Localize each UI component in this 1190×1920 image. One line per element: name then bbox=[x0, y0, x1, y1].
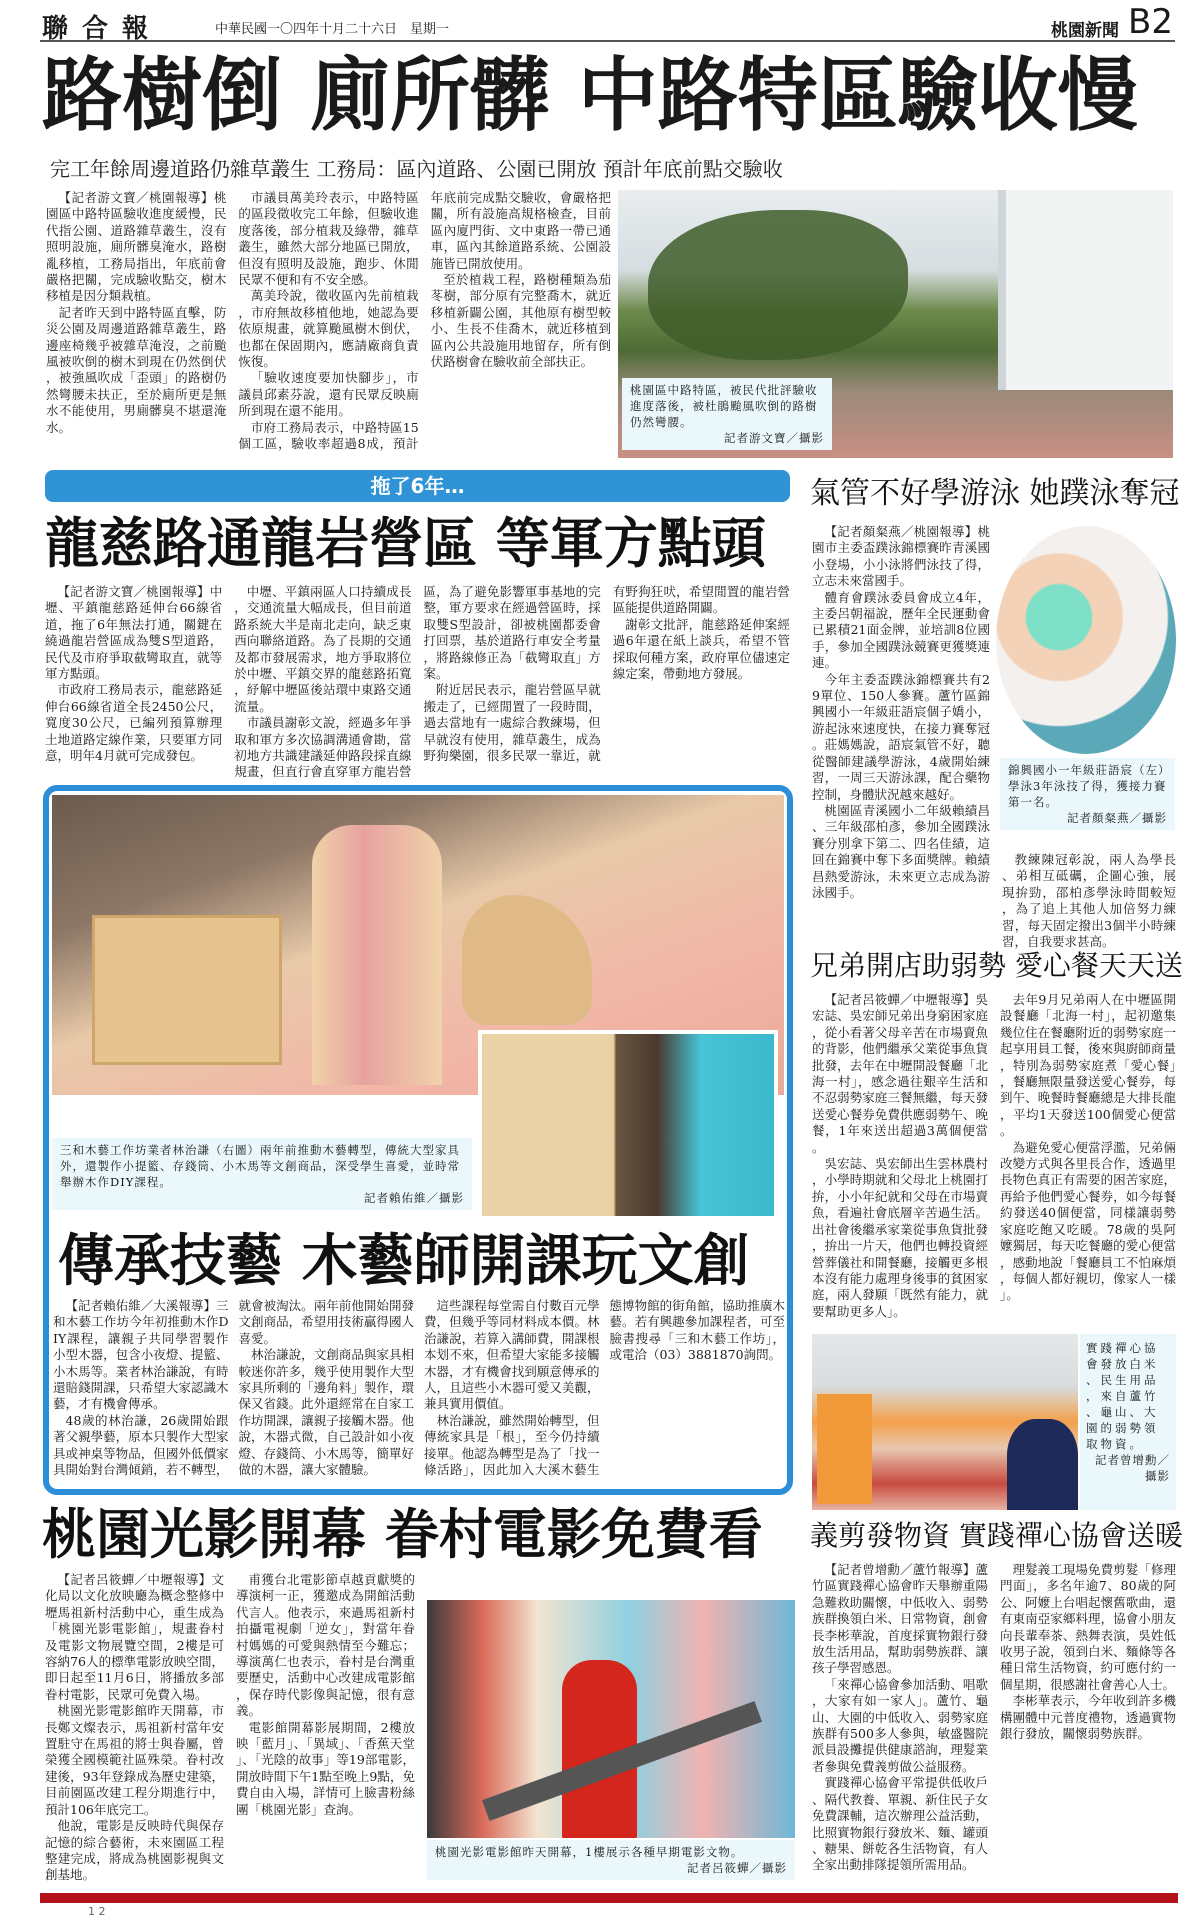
paragraph: 【記者曾增勳／蘆竹報導】蘆竹區實踐禪心協會昨天舉辦重陽急難救助關懷，中低收入、弱勢族群換領白米、日常物資，創會長李彬華說，首度採實物銀行發放生活用品，幫助弱勢族群、讓孩子學習感恩。 bbox=[812, 1562, 988, 1676]
kicker-text: 拖了6年… bbox=[370, 474, 465, 498]
film-photo-caption: 桃園光影電影館昨天開幕，1樓展示各種早期電影文物。 記者呂筱蟬／攝影 bbox=[427, 1840, 795, 1880]
paragraph: 謝彰文批評，龍慈路延伸案經過6年還在紙上談兵，希望不管採取何種方案，政府單位儘速定線定案，帶動地方發展。 bbox=[612, 616, 790, 682]
paragraph: 48歲的林治謙，26歲開始跟著父親學藝，原本只製作大型家具或神桌等物品，但國外低價家具開始對台灣傾銷，若不轉型，就會被淘汰。兩年前他開始開發文創商品，希望用技術贏得國人喜愛。 bbox=[53, 1298, 414, 1478]
photo-credit: 記者顏粲燕／攝影 bbox=[1067, 811, 1167, 825]
craftsman-inset-photo bbox=[478, 1030, 778, 1220]
paragraph: 【記者游文寶／桃園報導】中壢、平鎮龍慈路延伸台66線省道，拖了6年無法打通，關鍵在繞過龍岩營區成為雙S型道路，民代及市府爭取截彎取直，就等軍方點頭。 bbox=[45, 584, 223, 682]
film-museum-photo bbox=[427, 1600, 795, 1838]
paragraph: 【記者呂筱蟬／中壢報導】文化局以文化放映廳為概念整修中壢馬祖新村活動中心，重生成為「桃園光影電影館」，規畫眷村及電影文物展覽空間，2樓是可容納76人的標準電影放映空間，即日起至11月6日，將播放多部眷村電影，民眾可免費入場。 bbox=[45, 1572, 224, 1702]
paragraph: 【記者呂筱蟬／中壢報導】吳宏誌、吳宏師兄弟出身窮困家庭，從小看著父母辛苦在市場賣魚的背影，他們繼承父業從事魚貨批發，去年在中壢開設餐廳「北海一村」，感念過往艱辛生活和不忍弱勢家庭三餐無繼，每天發送愛心餐券免費供應弱勢午、晚餐，1年來送出超過3萬個便當。 bbox=[812, 992, 988, 1155]
story2-kicker-banner bbox=[45, 470, 790, 502]
page-number: B2 bbox=[1128, 2, 1173, 42]
rocking-horse-shape bbox=[462, 895, 592, 1025]
footer-page-marks: 1 2 bbox=[88, 1905, 106, 1918]
basket-shape bbox=[92, 915, 282, 1065]
story3-headline: 傳承技藝 木藝師開課玩文創 bbox=[58, 1228, 750, 1294]
paragraph: 理髮義工現場免費剪髮「修理門面」，多名年逾7、80歲的阿公、阿嬤上台唱起懷舊歌曲，還有東南亞家鄉料理，協會小朋友向長輩奉茶、熱舞表演，吳姓低收男子說，領到白米、麵條等各種日常生活物資，約可應付約一個星期，很感謝社會善心人士。 bbox=[1000, 1562, 1176, 1692]
story1-photo-caption: 桃園區中路特區，被民代批評驗收進度落後，被杜鵑颱風吹倒的路樹仍然彎腰。 記者游文寶／攝影 bbox=[622, 378, 832, 450]
story7-body bbox=[812, 1562, 1176, 1888]
paragraph: 中壢、平鎮兩區人口持續成長，交通流量大幅成長，但目前道路系統大半是南北走向，缺乏東西向聯絡道路。為了長期的交通及都市發展需求，地方爭取將位於中壢、平鎮交界的龍慈路拓寬，紓解中壢區後站環中東路交通流量。 bbox=[234, 584, 412, 714]
paragraph: 桃園區青溪國小二年級賴績昌、三年級邵柏彥，參加全國蹼泳賽分別拿下第二、四名佳績，這回在錦賽中奪下多面獎牌。賴績昌熱愛游泳，未來更立志成為游泳國手。 bbox=[812, 802, 990, 900]
paragraph: 今年主委盃蹼泳錦標賽共有29單位、150人參賽。蘆竹區錦興國小一年級莊語宸個子嬌小，游起泳來速度快，在接力賽奪冠。莊媽媽說，語宸氣管不好，聽從醫師建議學游泳，4歲開始練習，一周三天游泳課，配合藥物控制，身體狀況越來越好。 bbox=[812, 671, 990, 802]
photo-credit: 記者賴佑維／攝影 bbox=[364, 1191, 464, 1205]
paragraph: 教練陳冠彰說，兩人為學長、弟相互砥礪，企圖心強，展現拚勁，邵柏彥學泳時間較短，為了追上其他人加倍努力練習，每天固定撥出3個半小時練習，自我要求甚高。 bbox=[1002, 852, 1176, 950]
photo-credit: 記者游文寶／攝影 bbox=[724, 431, 824, 445]
volunteer-vest-shape bbox=[817, 1394, 872, 1504]
paragraph: 桃園光影電影館昨天開幕，市長鄭文燦表示，馬祖新村當年安置駐守在馬祖的將士與眷屬，曾榮獲全國模範社區殊榮。眷村改建後，93年登錄成為歷史建築，目前園區改建工程分期進行中，預計106年底完工。 bbox=[45, 1703, 224, 1817]
paragraph: 去年9月兄弟兩人在中壢區開設餐廳「北海一村」，起初邀集幾位住在餐廳附近的弱勢家庭一起享用員工餐，後來與廚師商量，特別為弱勢家庭煮「愛心餐」，餐廳無限量發送愛心餐券，每到午、晚餐時餐廳總是大排長龍，平均1天發送100個愛心便當。 bbox=[1000, 992, 1176, 1139]
paragraph: 林治謙說，雖然開始轉型，但傳統家具是「根」，至今仍持續接單。他認為轉型是為了「找一條活路」，因此加入大溪木藝生態博物館的街角館，協助推廣木藝。若有興趣參加課程者，可至臉書搜尋「三和木藝工作坊」，或電洽（03）3881870詢問。 bbox=[424, 1298, 785, 1478]
story5-body-col1 bbox=[812, 524, 990, 938]
story5-body-col2 bbox=[1002, 852, 1176, 950]
paragraph: 【記者游文寶／桃園報導】桃園區中路特區驗收進度緩慢，民代指公園、道路雜草叢生，沒有照明設施，廁所髒臭淹水，路樹亂移植，工務局指出，年底前會嚴格把關，完成驗收點交，樹木移植是因分類栽植。 bbox=[46, 190, 227, 304]
paragraph: 他說，電影是反映時代與保存記憶的綜合藝術，未來園區工程整建完成，將成為桃園影視與文創基地。 bbox=[45, 1818, 224, 1883]
paragraph: 甫獲台北電影節卓越貢獻獎的導演柯一正，獲邀成為開館活動代言人。他表示，來過馬祖新村拍攝電視劇「逆女」，對當年眷村媽媽的可愛與熱情至今難忘；導演萬仁也表示，眷村是台灣重要歷史，活動中心改建成電影館，保存時代影像與記憶，很有意義。 bbox=[236, 1572, 415, 1719]
paragraph: 電影館開幕影展期間，2樓放映「藍月」、「異域」、「香蕉天堂」、「光陰的故事」等19部電影，開放時間下午1點至晚上9點，免費自由入場，詳情可上臉書粉絲團「桃園光影」查詢。 bbox=[236, 1719, 415, 1817]
masthead bbox=[40, 2, 1175, 44]
main-subheadline: 完工年餘周邊道路仍雜草叢生 工務局：區內道路、公園已開放 預計年底前點交驗收 bbox=[50, 157, 783, 181]
paragraph: 【記者賴佑維／大溪報導】三和木藝工作坊今年初推動木作DIY課程，讓親子共同學習製作小型木器，包含小夜燈、提籃、小木馬等。業者林治謙說，有時還賠錢開課，只希望大家認識木藝，才有機會傳承。 bbox=[53, 1298, 229, 1412]
elder-shape bbox=[1007, 1419, 1078, 1510]
paragraph: 吳宏誌、吳宏師出生雲林農村，小學時期就和父母北上桃園打拚，小小年紀就和父母在市場賣魚，看遍社會底層辛苦過生活。出社會後繼承家業從事魚貨批發，拚出一片天，他們也轉投資經營葬儀社和開餐廳，接觸更多根本沒有能力處理身後事的貧困家庭，兩人發願「既然有能力，就要幫助更多人」。 bbox=[812, 1156, 988, 1319]
footer-red-bar bbox=[40, 1893, 1178, 1903]
issue-date: 中華民國一〇四年十月二十六日 星期一 bbox=[215, 22, 450, 37]
paragraph: 這些課程每堂需自付數百元學費，但幾乎等同材料成本價。林治謙說，若算入講師費，開課根本划不來，但希望大家能多接觸木器，才有機會找到願意傳承的人，且這些小木器可愛又美觀，兼具實用價值。 bbox=[424, 1298, 600, 1412]
charity-distribution-photo bbox=[812, 1334, 1078, 1510]
paragraph: 李彬華表示，今年收到許多機構團體中元普度禮物，透過實物銀行發放，關懷弱勢族群。 bbox=[1000, 1693, 1176, 1742]
swimmers-photo-caption: 錦興國小一年級莊語宸（左）學泳3年泳技了得，獲接力賽第一名。 記者顏粲燕／攝影 bbox=[1000, 758, 1175, 830]
paragraph: 實踐禪心協會平常提供低收戶、隔代教養、單親、新住民子女免費課輔，這次辦理公益活動，比照實物銀行發放米、麵、罐頭、糖果、餅乾各生活物資，有人全家出動排隊提領所需用品。 bbox=[812, 1775, 988, 1873]
paragraph: 「驗收速度要加快腳步」，市議員邱素芬說，還有民眾反映廁所到現在還不能用。 bbox=[238, 370, 419, 419]
story2-body bbox=[45, 584, 790, 782]
newspaper-logo: 聯合報 bbox=[42, 14, 163, 44]
story4-body bbox=[45, 1572, 415, 1888]
swimmers-circle-photo bbox=[996, 526, 1176, 754]
paragraph: 市政府工務局表示，龍慈路延伸台66線省道全長2450公尺，寬度30公尺，已編列預算辦理土地道路定線作業，只要軍方同意，明年4月就可完成發包。 bbox=[45, 682, 223, 764]
paragraph: 至於植栽工程，路樹種類為茄苳樹，部分原有完整喬木，就近移植新闢公園，其他原有樹型較小、生長不佳喬木，就近移植到區內公共設施用地留存，所有倒伏路樹會在驗收前全部扶正。 bbox=[430, 272, 611, 370]
story6-headline: 兄弟開店助弱勢 愛心餐天天送 bbox=[810, 949, 1183, 982]
charity-photo-caption: 實踐禪心協會發放白米、民生用品，來自蘆竹、龜山、大園的弱勢領取物資。 記者曾增勳／攝影 bbox=[1080, 1334, 1176, 1510]
paragraph: 市議員謝彰文說，經過多年爭取和軍方多次協調溝通會勘，當初地方共識建議延伸路段採直線規畫，但直行會直穿軍方龍岩營區，為了避免影響軍事基地的完整，軍方要求在經過營區時，採取雙S型設計，卻被桃園都委會打回票，基於道路行車安全考量，將路線修正為「截彎取直」方案。 bbox=[234, 584, 601, 780]
paragraph: 萬美玲說，徵收區內先前植栽，市府無故移植他地，她認為要依原規畫，就算颱風樹木倒伏，也都在保固期內，應請廠商負責恢復。 bbox=[238, 288, 419, 370]
paragraph: 市議員萬美玲表示，中路特區的區段徵收完工年餘，但驗收進度落後，部分植栽及綠帶，雜草叢生，雖然大部分地區已開放，但沒有照明及設施，跑步、休閒民眾不便和有不安全感。 bbox=[238, 190, 419, 288]
section-name: 桃園新聞 bbox=[1051, 21, 1119, 41]
tree-shape bbox=[648, 210, 908, 360]
story2-headline: 龍慈路通龍岩營區 等軍方點頭 bbox=[45, 511, 766, 575]
paragraph: 為避免愛心便當浮濫，兄弟倆改變方式與各里長合作，透過里長物色真正有需要的困苦家庭，再給予他們愛心餐券，如今每餐約發送40個便當，同樣讓弱勢家庭吃飽又吃暖。78歲的吳阿嬤獨居，每天吃餐廳的愛心便當，感動地說「餐廳員工不怕麻煩，每個人都好親切，像家人一樣」。 bbox=[1000, 1139, 1176, 1303]
story4-headline: 桃園光影開幕 眷村電影免費看 bbox=[42, 1502, 763, 1566]
coin-bank-shape bbox=[312, 825, 442, 1085]
photo-credit: 記者曾增勳／攝影 bbox=[1095, 1453, 1170, 1483]
paragraph: 記者昨天到中路特區直擊，防災公園及周邊道路雜草叢生，路邊座椅幾乎被雜草淹沒，之前颱風被吹倒的樹木到現在仍然倒伏，被強風吹成「歪頭」的路樹仍然彎腰未扶正，至於廁所更是無水不能使用，男廁髒臭不堪還淹水。 bbox=[46, 304, 227, 435]
paragraph: 「來禪心協會參加活動、唱歌，大家有如一家人」。蘆竹、龜山、大園的中低收入、弱勢家庭族群有500多人參與，敏盛醫院派員設攤提供健康諮詢，理髮業者參與免費義剪做公益服務。 bbox=[812, 1676, 988, 1774]
paragraph: 市府工務局表示，中路特區15個工區，驗收率超過8成，預計年底前完成點交驗收，會嚴格把關，所有設施高規格檢查，目前區內廈門街、文中東路一帶已通車，區內其餘道路系統、公園設施皆已開放使用。 bbox=[238, 190, 611, 452]
story3-body bbox=[53, 1298, 785, 1488]
main-headline: 路樹倒 廁所髒 中路特區驗收慢 bbox=[42, 49, 1138, 142]
story6-body bbox=[812, 992, 1176, 1326]
building-shape bbox=[998, 190, 1173, 390]
paragraph: 【記者顏粲燕／桃園報導】桃園市主委盃蹼泳錦標賽昨青溪國小登場，小小泳將們泳技了得，立志未來當國手。 bbox=[812, 524, 990, 589]
woodcraft-photo-caption: 三和木藝工作坊業者林治謙（右圖）兩年前推動木藝轉型，傳統大型家具外，還製作小提籃、存錢筒、小木馬等文創商品，深受學生喜愛，並時常舉辦木作DIY課程。 記者賴佑維／攝影 bbox=[52, 1138, 472, 1210]
photo-credit: 記者呂筱蟬／攝影 bbox=[687, 1861, 787, 1875]
paragraph: 林治謙說，文創商品與家具相較迷你許多，幾乎使用製作大型家具所剩的「邊角料」製作，環保又省錢。此外還經常在自家工作坊開課，讓親子接觸木器。他說，木器式微，自己設計如小夜燈、存錢筒、小木馬等，簡單好做的木器，讓大家體驗。 bbox=[238, 1347, 414, 1478]
story5-headline: 氣管不好學游泳 她蹼泳奪冠 bbox=[810, 476, 1180, 511]
story1-body bbox=[46, 190, 611, 460]
story7-headline: 義剪發物資 實踐禪心協會送暖 bbox=[810, 1519, 1183, 1552]
paragraph: 附近居民表示，龍岩營區早就搬走了，已經閒置了一段時間，過去當地有一處綜合教練場，但早就沒有使用，雜草叢生，成為野狗樂園，很多民眾一靠近，就有野狗狂吠，希望閒置的龍岩營區能提供道路開闢。 bbox=[423, 584, 790, 764]
paragraph: 體育會蹼泳委員會成立4年，主委呂朝福說，歷年全民運動會已累積21面金牌，並培訓8位國手，參加全國蹼泳競賽更獲獎連連。 bbox=[812, 589, 990, 671]
